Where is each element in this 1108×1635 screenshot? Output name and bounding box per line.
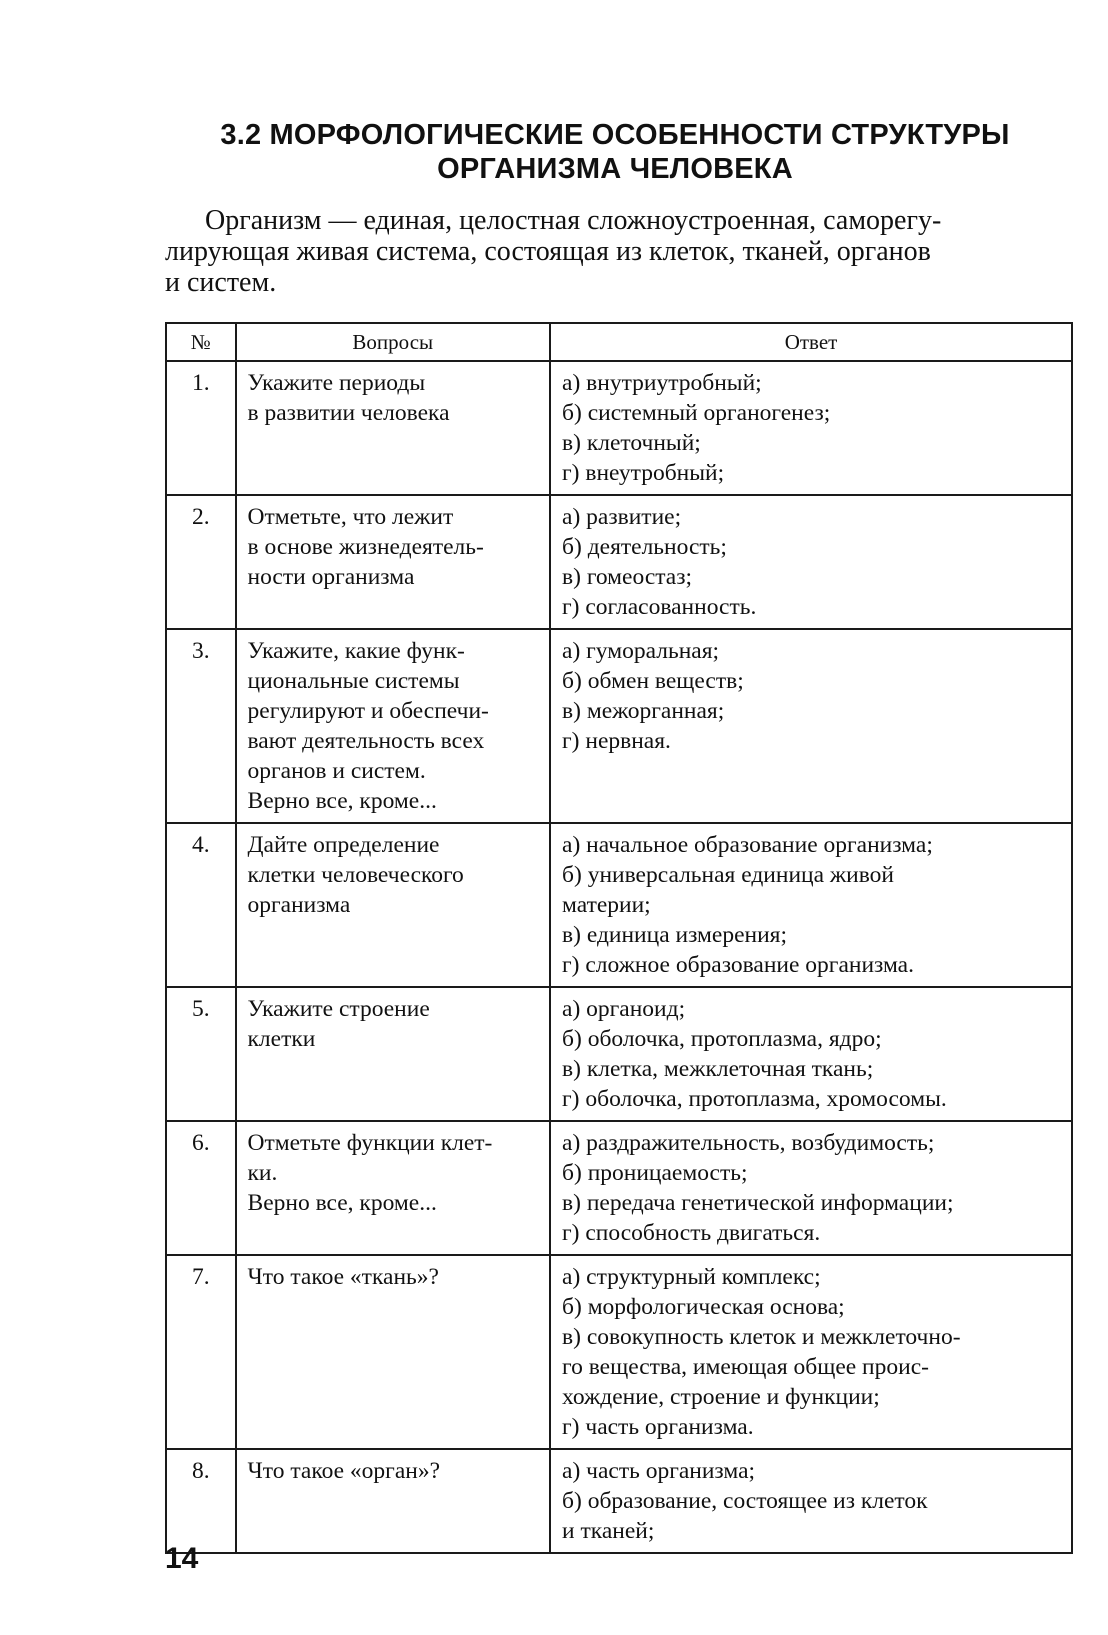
intro-line-3: и систем.: [165, 267, 277, 298]
row-number: 5.: [166, 987, 236, 1121]
answer-option: б) деятельность;: [562, 534, 727, 560]
question-line: Отметьте функции клет-: [247, 1130, 493, 1156]
question-line: организма: [247, 892, 351, 918]
section-heading: [160, 118, 1070, 186]
question-line: Укажите строение: [247, 996, 430, 1022]
intro-line-2: лирующая живая система, состоящая из клеток, тканей, органов: [165, 236, 931, 267]
question-line: ности организма: [247, 564, 415, 590]
question-line: клетки: [247, 1026, 316, 1052]
answer-option: г) оболочка, протоплазма, хромосомы.: [562, 1086, 947, 1112]
answer-option: а) раздражительность, возбудимость;: [562, 1130, 935, 1156]
question-line: Укажите, какие функ-: [247, 638, 465, 664]
answer-cell: [550, 1121, 1072, 1255]
answer-option: в) клетка, межклеточная ткань;: [562, 1056, 874, 1082]
answer-cell: [550, 361, 1072, 495]
question-line: вают деятельность всех: [247, 728, 485, 754]
intro-paragraph: [165, 205, 1073, 298]
answer-option: а) органоид;: [562, 996, 686, 1022]
question-line: Что такое «орган»?: [247, 1458, 441, 1484]
answer-option: а) часть организма;: [562, 1458, 756, 1484]
question-line: Дайте определение: [247, 832, 440, 858]
answer-option: г) внеутробный;: [562, 460, 725, 486]
table-row: [166, 823, 1072, 987]
question-cell: [236, 629, 551, 823]
answer-option: и тканей;: [562, 1518, 655, 1544]
table-row: [166, 1449, 1072, 1553]
answer-option: б) обмен веществ;: [562, 668, 744, 694]
answer-cell: [550, 987, 1072, 1121]
answer-option: б) проницаемость;: [562, 1160, 748, 1186]
answer-option: г) способность двигаться.: [562, 1220, 821, 1246]
question-line: ки.: [247, 1160, 278, 1186]
question-line: в основе жизнедеятель-: [247, 534, 484, 560]
answer-cell: [550, 1449, 1072, 1553]
question-cell: [236, 823, 551, 987]
answer-option: в) клеточный;: [562, 430, 701, 456]
question-cell: [236, 1121, 551, 1255]
answer-option: б) оболочка, протоплазма, ядро;: [562, 1026, 882, 1052]
answer-option: а) начальное образование организма;: [562, 832, 933, 858]
quiz-table: [165, 322, 1073, 1554]
table-row: [166, 629, 1072, 823]
row-number: 6.: [166, 1121, 236, 1255]
row-number: 4.: [166, 823, 236, 987]
row-number: 1.: [166, 361, 236, 495]
row-number: 8.: [166, 1449, 236, 1553]
table-body: [166, 361, 1072, 1553]
question-line: Что такое «ткань»?: [247, 1264, 439, 1290]
answer-option: г) нервная.: [562, 728, 671, 754]
answer-option: б) универсальная единица живой: [562, 862, 894, 888]
answer-cell: [550, 1255, 1072, 1449]
answer-option: в) передача генетической информации;: [562, 1190, 954, 1216]
answer-option: в) межорганная;: [562, 698, 725, 724]
answer-option: а) внутриутробный;: [562, 370, 762, 396]
question-line: Верно все, кроме...: [247, 1190, 437, 1216]
table-row: [166, 495, 1072, 629]
question-cell: [236, 361, 551, 495]
answer-option: б) морфологическая основа;: [562, 1294, 845, 1320]
answer-option: а) структурный комплекс;: [562, 1264, 821, 1290]
page-number: 14: [165, 1542, 199, 1575]
question-line: Верно все, кроме...: [247, 788, 437, 814]
answer-option: го вещества, имеющая общее проис-: [562, 1354, 929, 1380]
question-line: циональные системы: [247, 668, 460, 694]
intro-line-1: Организм — единая, целостная сложноустроенная, саморегу-: [205, 205, 942, 236]
question-cell: [236, 987, 551, 1121]
question-line: регулируют и обеспечи-: [247, 698, 489, 724]
answer-cell: [550, 495, 1072, 629]
answer-option: б) системный органогенез;: [562, 400, 831, 426]
question-line: Отметьте, что лежит: [247, 504, 454, 530]
answer-option: а) развитие;: [562, 504, 682, 530]
header-number: №: [166, 323, 236, 361]
question-line: Укажите периоды: [247, 370, 426, 396]
header-questions: Вопросы: [236, 323, 551, 361]
answer-option: г) часть организма.: [562, 1414, 754, 1440]
answer-option: хождение, строение и функции;: [562, 1384, 880, 1410]
question-cell: [236, 1255, 551, 1449]
question-cell: [236, 1449, 551, 1553]
question-line: клетки человеческого: [247, 862, 464, 888]
section-heading-line-2: ОРГАНИЗМА ЧЕЛОВЕКА: [437, 153, 793, 185]
answer-option: в) совокупность клеток и межклеточно-: [562, 1324, 961, 1350]
section-heading-line-1: 3.2 МОРФОЛОГИЧЕСКИЕ ОСОБЕННОСТИ СТРУКТУРЫ: [220, 119, 1010, 151]
answer-option: в) гомеостаз;: [562, 564, 693, 590]
answer-option: в) единица измерения;: [562, 922, 788, 948]
row-number: 7.: [166, 1255, 236, 1449]
answer-option: г) согласованность.: [562, 594, 757, 620]
table-header-row: [166, 323, 1072, 361]
answer-option: г) сложное образование организма.: [562, 952, 914, 978]
table-row: [166, 361, 1072, 495]
question-line: органов и систем.: [247, 758, 426, 784]
question-line: в развитии человека: [247, 400, 450, 426]
answer-option: б) образование, состоящее из клеток: [562, 1488, 928, 1514]
table-row: [166, 987, 1072, 1121]
answer-option: а) гуморальная;: [562, 638, 720, 664]
answer-option: материи;: [562, 892, 651, 918]
answer-cell: [550, 823, 1072, 987]
table-row: [166, 1121, 1072, 1255]
row-number: 2.: [166, 495, 236, 629]
row-number: 3.: [166, 629, 236, 823]
question-cell: [236, 495, 551, 629]
answer-cell: [550, 629, 1072, 823]
header-answer: Ответ: [550, 323, 1072, 361]
table-row: [166, 1255, 1072, 1449]
